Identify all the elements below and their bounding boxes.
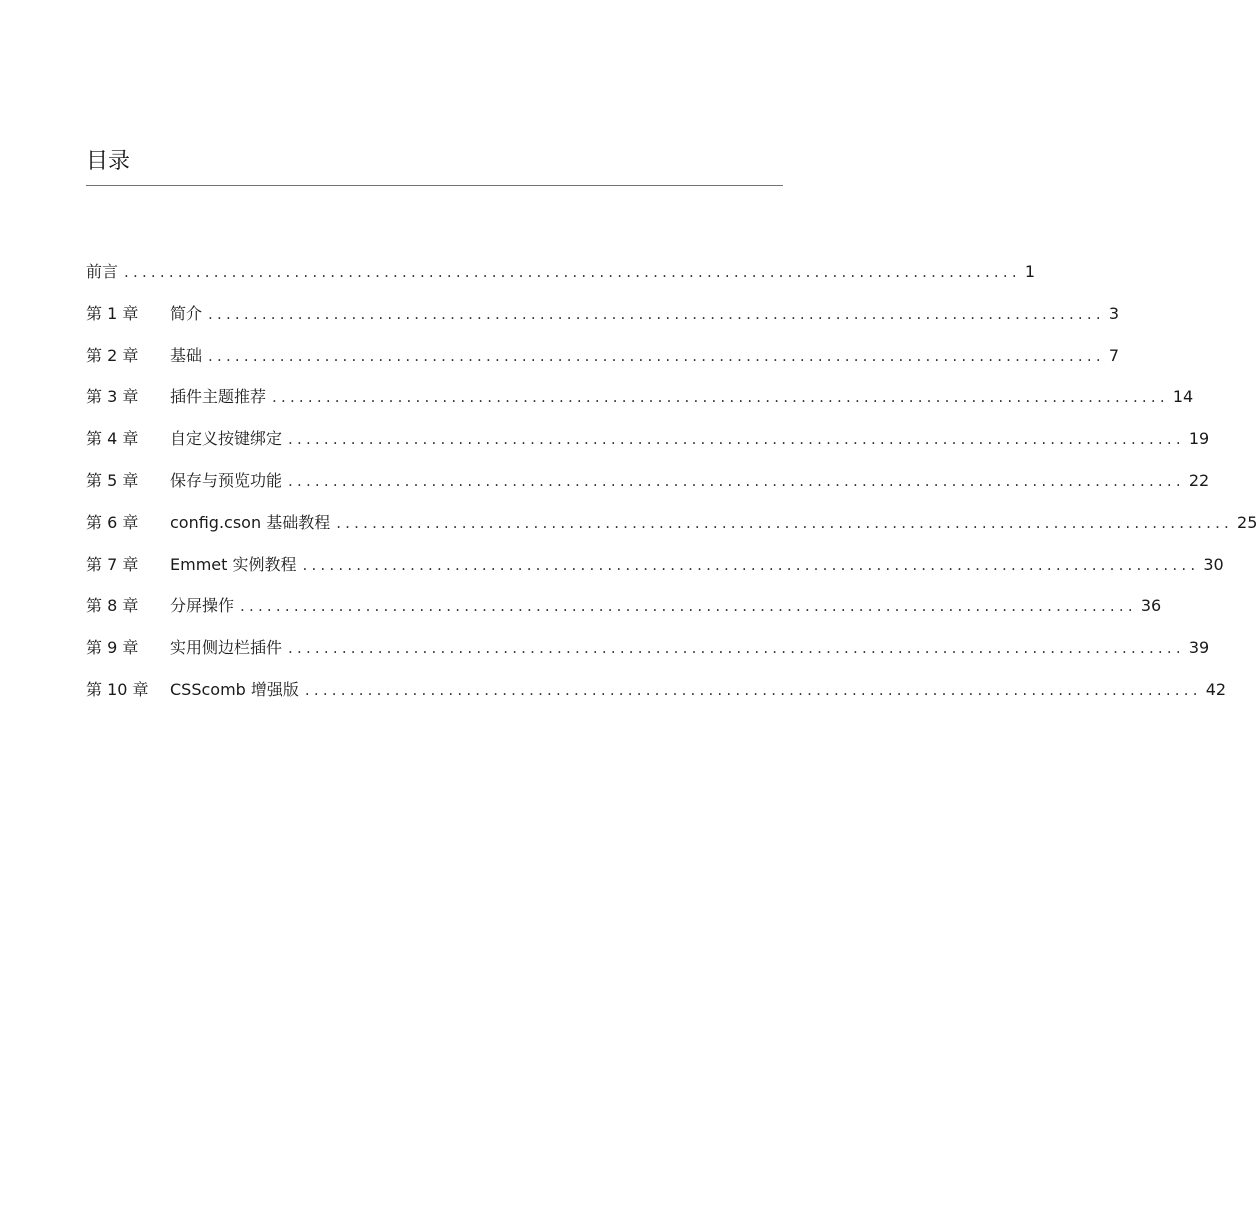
chapter-number: 第 5 章 — [86, 470, 139, 490]
entry-title: 实用侧边栏插件 — [170, 638, 283, 658]
chapter-number: 第 1 章 — [86, 303, 139, 323]
chapter-number: 第 3 章 — [86, 387, 139, 407]
toc-entry-chapter-4[interactable] — [86, 425, 1210, 467]
entry-title: 自定义按键绑定 — [170, 429, 283, 449]
toc-list — [86, 258, 1257, 718]
toc-entry-chapter-1[interactable] — [86, 300, 1120, 342]
entry-title: CSScomb 增强版 — [170, 679, 299, 699]
toc-entry-chapter-2[interactable] — [86, 342, 1120, 384]
entry-title: config.cson 基础教程 — [170, 512, 331, 532]
toc-entry-preface[interactable] — [86, 258, 1036, 300]
chapter-number: 第 8 章 — [86, 596, 139, 616]
toc-entry-chapter-10[interactable] — [86, 676, 1227, 718]
toc-entry-chapter-8[interactable] — [86, 592, 1162, 634]
entry-title: 插件主题推荐 — [170, 387, 267, 407]
dot-leader: .................................................................................................... — [124, 263, 1021, 281]
heading-divider — [86, 185, 783, 186]
chapter-number: 第 4 章 — [86, 429, 139, 449]
dot-leader: .................................................................................................... — [288, 430, 1185, 449]
dot-leader: .................................................................................................... — [208, 346, 1105, 365]
chapter-number: 第 7 章 — [86, 554, 139, 574]
page-number: 22 — [1188, 470, 1210, 490]
dot-leader: .................................................................................................... — [288, 471, 1185, 490]
dot-leader: .................................................................................................... — [240, 597, 1137, 616]
page-number: 30 — [1203, 554, 1224, 574]
dot-leader: .................................................................................................... — [208, 304, 1105, 323]
entry-title: 分屏操作 — [170, 596, 235, 616]
page-number: 36 — [1140, 596, 1162, 616]
dot-leader: .................................................................................................... — [288, 639, 1185, 658]
toc-entry-chapter-6[interactable] — [86, 509, 1257, 551]
dot-leader: .................................................................................................... — [304, 680, 1202, 699]
page-number: 42 — [1205, 679, 1227, 699]
page-number: 7 — [1108, 345, 1120, 365]
dot-leader: .................................................................................................... — [302, 555, 1200, 574]
dot-leader: .................................................................................................... — [336, 513, 1234, 532]
toc-entry-chapter-5[interactable] — [86, 467, 1210, 509]
page-number: 19 — [1188, 429, 1210, 449]
chapter-number: 第 2 章 — [86, 345, 139, 365]
page-number: 39 — [1188, 638, 1210, 658]
toc-entry-chapter-9[interactable] — [86, 634, 1210, 676]
entry-title: 保存与预览功能 — [170, 470, 283, 490]
chapter-number: 第 6 章 — [86, 512, 139, 532]
toc-entry-chapter-7[interactable] — [86, 551, 1224, 593]
chapter-number: 第 10 章 — [86, 679, 149, 699]
toc-heading: 目录 — [86, 149, 131, 174]
toc-entry-chapter-3[interactable] — [86, 383, 1194, 425]
page-number: 25 — [1237, 512, 1257, 532]
entry-title: 基础 — [170, 345, 203, 365]
page-number: 14 — [1172, 387, 1194, 407]
entry-title: Emmet 实例教程 — [170, 554, 297, 574]
entry-title: 简介 — [170, 303, 203, 323]
entry-title: 前言 — [86, 262, 119, 281]
page-number: 3 — [1108, 303, 1120, 323]
chapter-number: 第 9 章 — [86, 638, 139, 658]
dot-leader: .................................................................................................... — [272, 388, 1169, 407]
page-number: 1 — [1024, 262, 1036, 281]
